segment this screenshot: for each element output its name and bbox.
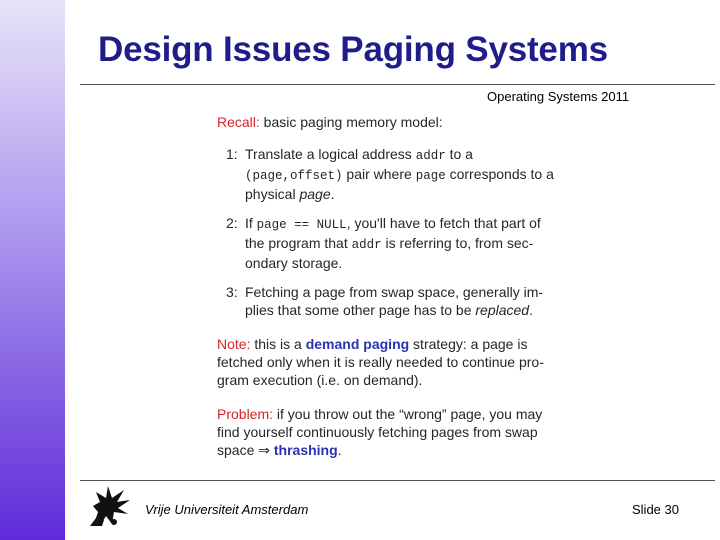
steps-list xyxy=(217,145,587,319)
step-number: 2: xyxy=(226,215,238,231)
problem-text: . xyxy=(337,442,342,458)
step-text: . xyxy=(330,186,335,202)
emphasis-text: replaced xyxy=(475,302,530,318)
note-label: Note: xyxy=(217,336,251,352)
griffin-logo-icon xyxy=(84,480,134,530)
recall-label: Recall: xyxy=(217,114,260,130)
step-text: , you'll have to fetch that part of the program that xyxy=(245,215,541,251)
footer-divider xyxy=(80,480,715,481)
step-text: Fetching a page from swap space, generally im-plies that some other page has to be xyxy=(245,284,544,318)
note-text: strategy: a page is fetched only when it is really needed to continue pro-gram execution (i.e. on demand). xyxy=(217,336,544,388)
header-divider xyxy=(80,84,715,85)
code-text: (page,offset) xyxy=(245,169,343,183)
step-number: 3: xyxy=(226,284,238,300)
note-paragraph xyxy=(217,335,562,389)
note-highlight: demand paging xyxy=(305,336,410,352)
step-text: is referring to, from sec-ondary storage. xyxy=(245,235,534,271)
step-text: to a xyxy=(445,146,473,162)
code-text: page == NULL xyxy=(256,218,347,232)
step-text: If xyxy=(245,215,257,231)
note-text: this is a xyxy=(250,336,306,352)
step-text: corresponds to a physical xyxy=(245,166,554,202)
code-text: addr xyxy=(351,238,382,252)
emphasis-text: page xyxy=(299,186,331,202)
code-text: page xyxy=(415,169,446,183)
step-text: Translate a logical address xyxy=(245,146,416,162)
university-name: Vrije Universiteit Amsterdam xyxy=(145,502,309,517)
recall-text: basic paging memory model: xyxy=(259,114,443,130)
step-text: pair where xyxy=(342,166,416,182)
slide-title: Design Issues Paging Systems xyxy=(98,30,608,69)
sidebar-gradient xyxy=(0,0,65,540)
step-text: . xyxy=(529,302,533,318)
implies-arrow-icon: ⇒ xyxy=(258,442,270,458)
step-number: 1: xyxy=(226,146,238,162)
code-text: addr xyxy=(415,149,446,163)
problem-highlight: thrashing xyxy=(273,442,338,458)
list-item xyxy=(217,145,559,203)
recall-line xyxy=(217,113,587,131)
slide-number: Slide 30 xyxy=(632,502,679,517)
problem-text: if you throw out the “wrong” page, you may find yourself continuously fetching pages from swap space xyxy=(217,406,543,458)
problem-label: Problem: xyxy=(217,406,274,422)
slide-body xyxy=(217,113,587,459)
list-item xyxy=(217,214,559,272)
university-label xyxy=(145,502,308,517)
problem-paragraph xyxy=(217,405,562,459)
course-label: Operating Systems 2011 xyxy=(487,89,630,104)
list-item xyxy=(217,283,559,319)
